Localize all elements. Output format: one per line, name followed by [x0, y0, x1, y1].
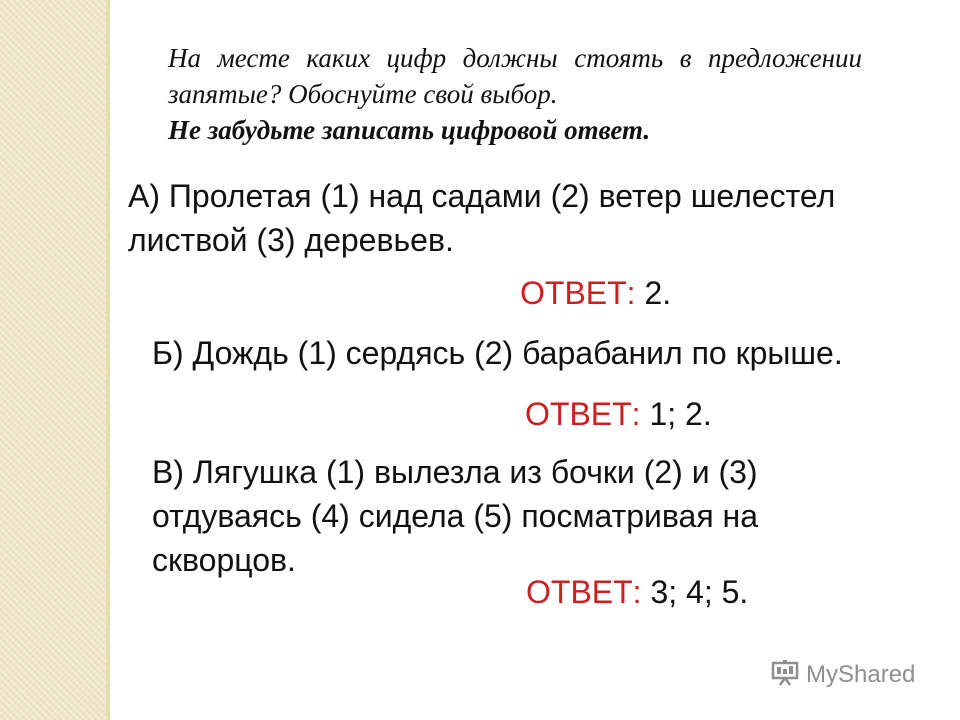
presentation-board-icon: [770, 659, 800, 692]
answer-value: 1; 2.: [640, 396, 712, 432]
decorative-side-band: [0, 0, 106, 720]
task-question: На месте каких цифр должны стоять в предложении запятые? Обоснуйте свой выбор.: [168, 43, 862, 109]
watermark: [770, 655, 915, 695]
answer-a: [520, 273, 671, 313]
answer-label: ОТВЕТ:: [525, 396, 641, 432]
task-note: Не забудьте записать цифровой ответ.: [168, 115, 651, 145]
watermark-text: MyShared: [806, 661, 916, 688]
answer-b: [525, 394, 712, 434]
answer-value: 3; 4; 5.: [641, 574, 749, 610]
answer-label: ОТВЕТ:: [520, 275, 636, 311]
answer-c: [526, 572, 748, 612]
sentence-b: Б) Дождь (1) сердясь (2) барабанил по крыше.: [152, 335, 843, 371]
sentence-c: В) Лягушка (1) вылезла из бочки (2) и (3) отдуваясь (4) сидела (5) посматривая на скворцов.: [152, 454, 758, 578]
sentence-a: А) Пролетая (1) над садами (2) ветер шелестел листвой (3) деревьев.: [128, 178, 836, 258]
answer-value: 2.: [635, 275, 672, 311]
side-band-divider: [106, 0, 110, 720]
answer-label: ОТВЕТ:: [526, 574, 642, 610]
task-instructions: [168, 40, 862, 148]
